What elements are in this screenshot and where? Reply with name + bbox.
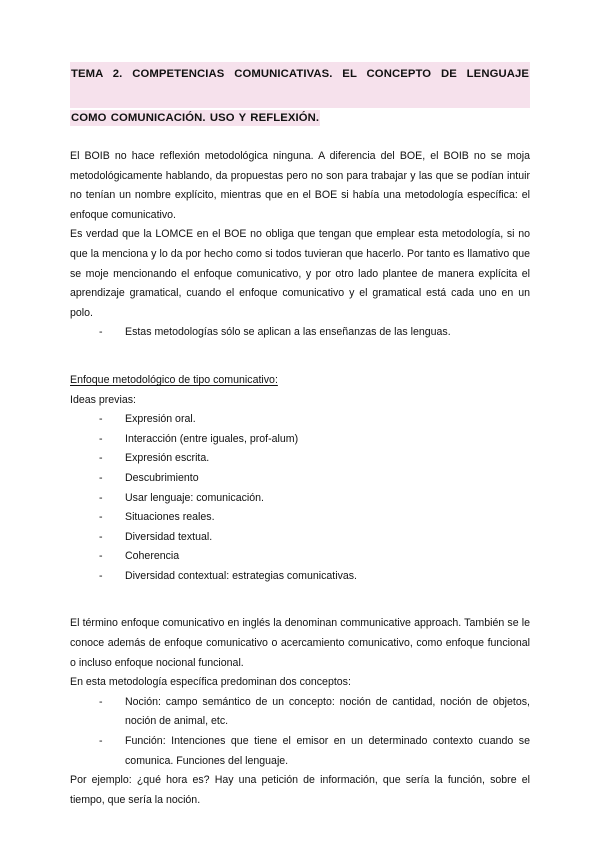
list-item-label: Noción: campo semántico de un concepto: noción de cantidad, noción de objetos, noción de animal, etc. — [125, 695, 530, 728]
list-conceptos — [70, 693, 530, 771]
dash-marker-icon: - — [99, 569, 103, 582]
list-metodologias-lenguas — [70, 323, 530, 343]
label-ideas-previas: Ideas previas: — [70, 393, 136, 406]
dash-marker-icon: - — [99, 491, 103, 504]
page-title-line-2: COMO COMUNICACIÓN. USO Y REFLEXIÓN. — [71, 112, 320, 124]
paragraph-lomce-boe: Es verdad que la LOMCE en el BOE no obliga que tengan que emplear esta metodología, si no que la menciona y lo da por hecho como si todos tuvieran que hacerlo. Por tanto es llamativo que se moje mencionando el enfoque comunicativo, y por otro lado plantee de manera explícita el aprendizaje gramatical, cuando el enfoque comunicativo y el gramatical está cada uno en un polo. — [70, 228, 530, 319]
list-item-label: Descubrimiento — [125, 471, 199, 484]
dash-marker-icon: - — [99, 511, 103, 524]
dash-marker-icon: - — [99, 452, 103, 465]
dash-marker-icon: - — [99, 735, 103, 748]
paragraph-dos-conceptos: En esta metodología específica predominan dos conceptos: — [70, 676, 351, 689]
list-item — [70, 693, 530, 732]
dash-marker-icon: - — [99, 326, 103, 339]
list-item-label: Expresión oral. — [125, 413, 196, 426]
list-item-label: Usar lenguaje: comunicación. — [125, 491, 264, 504]
dash-marker-icon: - — [99, 432, 103, 445]
list-item — [70, 323, 530, 343]
list-ideas-previas — [70, 410, 530, 586]
paragraph-boib-reflexion: El BOIB no hace reflexión metodológica ninguna. A diferencia del BOE, el BOIB no se moja metodológicamente hablando, da propuestas pero no son para trabajar y las que se podían intuir no tenían un nombre explícito, mientras que en el BOE si había una metodología específica: el enfoque comunicativo. — [70, 150, 530, 221]
list-item-label: Expresión escrita. — [125, 452, 210, 465]
list-item-label: Coherencia — [125, 550, 180, 563]
section-heading-enfoque: Enfoque metodológico de tipo comunicativo: — [70, 373, 278, 386]
list-item-label: Diversidad textual. — [125, 530, 213, 543]
spacer — [70, 343, 530, 371]
list-item — [70, 410, 530, 430]
page-title-line-1: TEMA 2. COMPETENCIAS COMUNICATIVAS. EL CONCEPTO DE LENGUAJE — [70, 62, 530, 108]
list-item — [70, 547, 530, 567]
dash-marker-icon: - — [99, 413, 103, 426]
page-title — [70, 62, 530, 129]
list-item-label: Diversidad contextual: estrategias comunicativas. — [125, 569, 357, 582]
list-item — [70, 489, 530, 509]
spacer — [70, 586, 530, 614]
list-item — [70, 469, 530, 489]
paragraph-termino-enfoque: El término enfoque comunicativo en inglés la denominan communicative approach. También se le conoce además de enfoque comunicativo o acercamiento comunicativo, como enfoque funcional o incluso enfoque nocional funcional. — [70, 617, 530, 669]
list-item — [70, 528, 530, 548]
dash-marker-icon: - — [99, 695, 103, 708]
dash-marker-icon: - — [99, 471, 103, 484]
list-item-label: Interacción (entre iguales, prof-alum) — [125, 432, 299, 445]
list-item — [70, 732, 530, 771]
list-item — [70, 430, 530, 450]
list-item-label: Situaciones reales. — [125, 511, 215, 524]
list-item-label: Función: Intenciones que tiene el emisor en un determinado contexto cuando se comunica. Funciones del lenguaje. — [125, 735, 530, 767]
list-item — [70, 567, 530, 587]
list-item — [70, 508, 530, 528]
dash-marker-icon: - — [99, 530, 103, 543]
list-item-label: Estas metodologías sólo se aplican a las enseñanzas de las lenguas. — [125, 326, 451, 339]
dash-marker-icon: - — [99, 550, 103, 563]
list-item — [70, 449, 530, 469]
paragraph-ejemplo: Por ejemplo: ¿qué hora es? Hay una petición de información, que sería la función, sobre el tiempo, que sería la noción. — [70, 774, 530, 806]
